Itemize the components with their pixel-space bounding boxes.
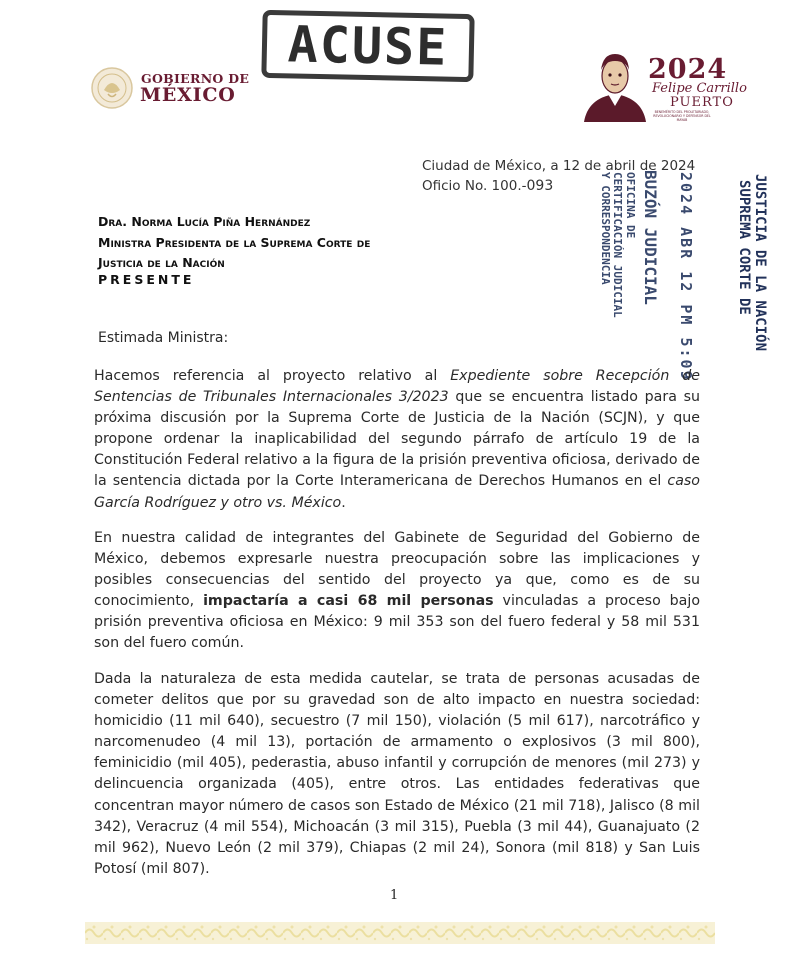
paragraph-2 — [94, 528, 700, 655]
p1-text-b: que se encuentra listado para su próxima discusión por la Suprema Corte de Justicia de la Nación (SCJN), y que propone ordenar la inaplicabilidad del segundo párrafo de artículo 19 de la Constitución Federal relativo a la figura de la prisión preventiva oficiosa, derivado de la sentencia dictada por la Corte Interamericana de Derechos Humanos en el — [94, 389, 701, 490]
year-name: Felipe Carrillo — [652, 81, 747, 96]
page-number: 1 — [390, 888, 399, 903]
addressee-title-1: Ministra Presidenta de la Suprema Corte de — [98, 235, 371, 250]
acuse-stamp-text: ACUSE — [287, 15, 449, 77]
paragraph-3: Dada la naturaleza de esta medida cautelar, se trata de personas acusadas de cometer delitos que por su gravedad son de alto impacto en nuestra sociedad: homicidio (11 mil 640), secuestro (7 mil 150), violación (5 mil 617), narcotráfico y narcomenudeo (4 mil 13), portación de armamento o explosivos (3 mil 800), feminicidio (mil 405), pederastia, abuso infantil y corrupción de menores (mil 273) y delincuencia organizada (405), entre otros. Las entidades federativas que concentran mayor número de casos son Estado de México (21 mil 718), Jalisco (8 mil 342), Veracruz (4 mil 554), Michoacán (3 mil 315), Puebla (3 mil 44), Guanajuato (2 mil 962), Nuevo León (2 mil 379), Chiapas (2 mil 24), Sonora (mil 818) y San Luis Potosí (mil 807). — [94, 671, 700, 877]
addressee-presente: PRESENTE — [98, 272, 195, 287]
p2-text-a: En nuestra calidad de integrantes del Gabinete de Seguridad del Gobierno de México, debemos expresarle nuestra preocupación sobre las implicaciones y posibles consecuencias del sentido del proyecto ya que, como es de su conocimiento, — [94, 530, 700, 610]
stamp-court-line-2: JUSTICIA DE LA NACIÓN — [752, 174, 768, 352]
gobierno-line1: GOBIERNO DE — [141, 71, 250, 86]
stamp-court-line-1: SUPREMA CORTE DE — [736, 180, 752, 315]
place-date: Ciudad de México, a 12 de abril de 2024 — [422, 158, 696, 174]
p1-text-a: Hacemos referencia al proyecto relativo al — [94, 368, 451, 384]
paragraph-1 — [94, 366, 700, 514]
acuse-stamp — [261, 10, 474, 82]
p2-text-b: vinculadas a proceso bajo prisión preventiva oficiosa en México: 9 mil 353 son del fuero federal y 58 mil 531 son del fuero común. — [94, 593, 700, 652]
stamp-line-2: CERTIFICACIÓN JUDICIAL — [611, 172, 624, 318]
oficio-handwritten-number: 093 — [526, 178, 554, 194]
oficio-prefix: Oficio No. 100.- — [422, 178, 527, 194]
portrait-icon — [582, 46, 648, 122]
addressee-title-2: Justicia de la Nación — [98, 255, 225, 270]
stamp-line-1: Y CORRESPONDENCIA — [599, 172, 612, 285]
stamp-buzon-judicial: BUZÓN JUDICIAL — [641, 170, 660, 305]
year-2024: 2024 — [648, 54, 728, 85]
salutation: Estimada Ministra: — [98, 330, 229, 346]
year-place: PUERTO — [670, 95, 734, 110]
gobierno-emblem-icon — [90, 66, 134, 110]
addressee-name: Dra. Norma Lucía Piña Hernández — [98, 214, 311, 229]
p2-bold-impact: impactaría a casi 68 mil personas — [203, 593, 494, 610]
p1-italic-caso: caso García Rodríguez y otro vs. México — [94, 473, 700, 511]
footer-decoration — [85, 922, 715, 944]
stamp-received-datetime: 2024 ABR 12 PM 5:09 — [677, 172, 695, 382]
p1-italic-expediente: Expediente sobre Recepción de Sentencias de Tribunales Internacionales 3/2023 — [94, 368, 700, 406]
oficio-number — [422, 178, 553, 194]
p1-text-c: . — [341, 494, 346, 511]
year-tagline: BENEMÉRITO DEL PROLETARIADO, REVOLUCIONARIO Y DEFENSOR DEL MAYAB — [653, 110, 711, 122]
gobierno-line2: MÉXICO — [140, 84, 236, 106]
stamp-line-3: OFICINA DE — [624, 172, 637, 239]
